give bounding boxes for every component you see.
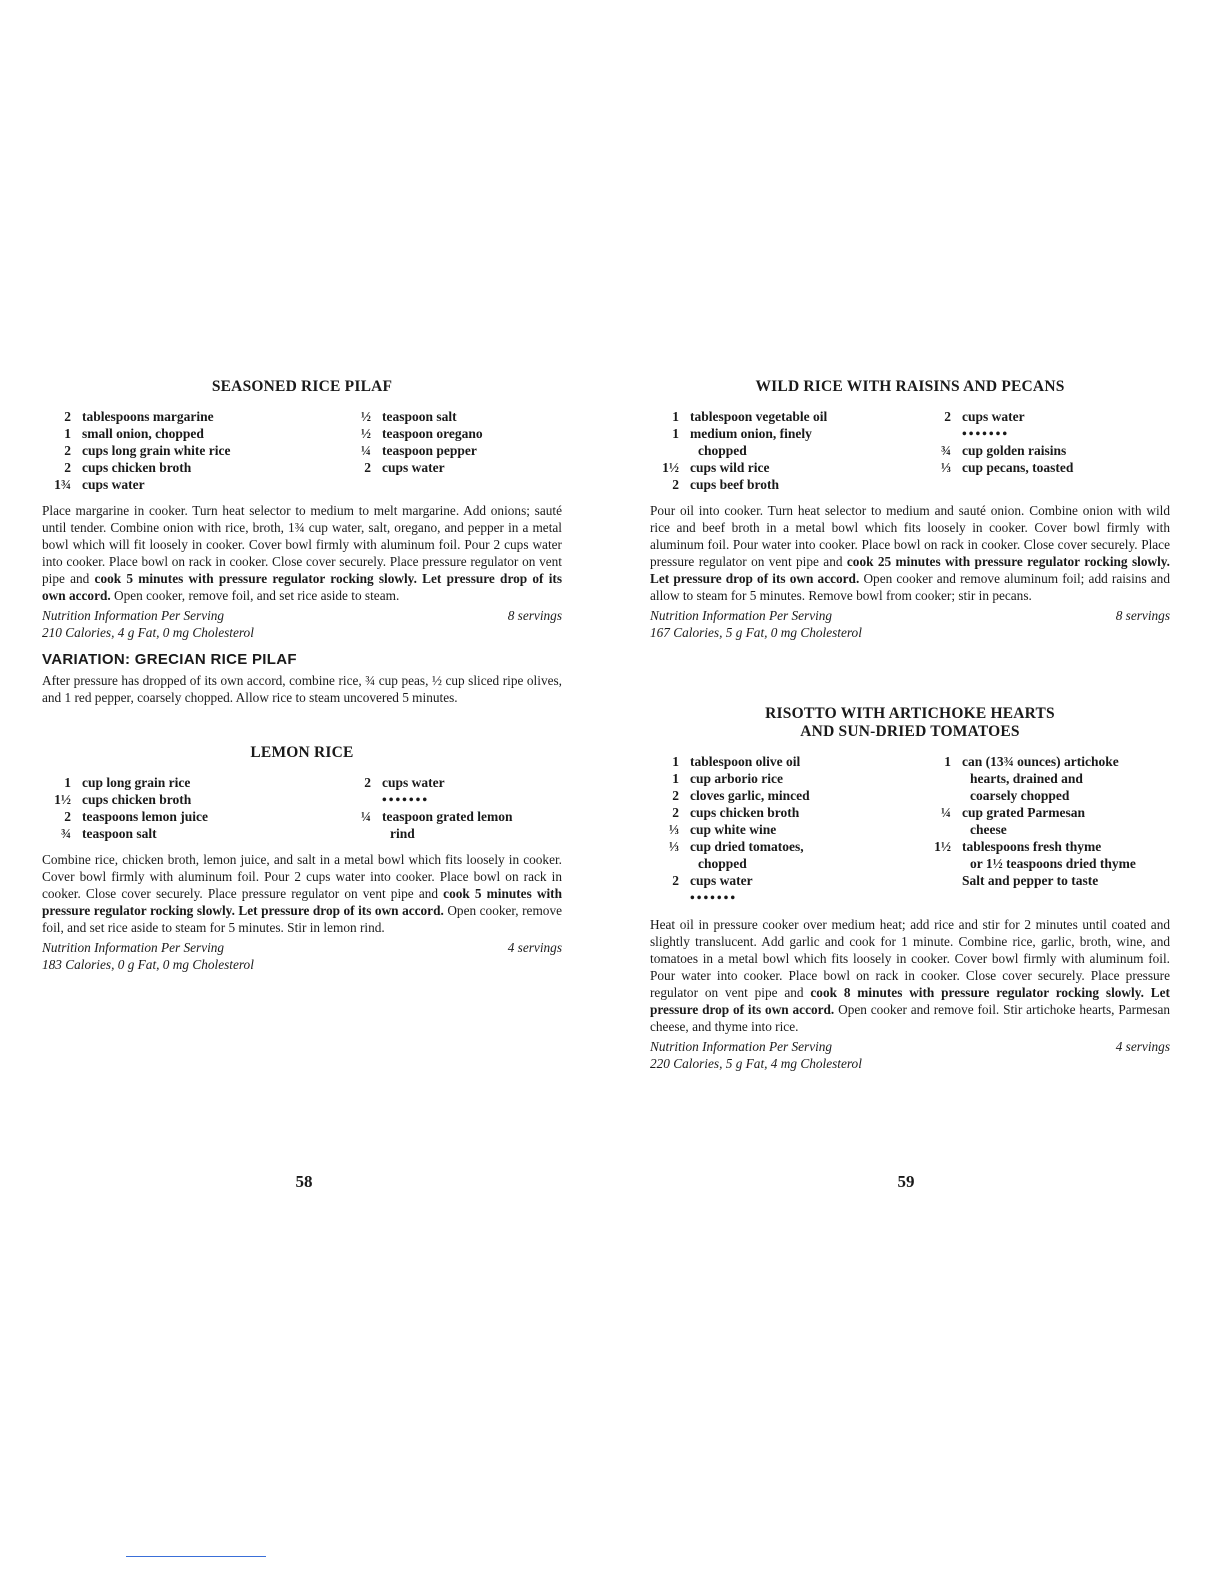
ingredient-quantity: 1½ bbox=[662, 460, 679, 475]
ingredient-quantity: ¼ bbox=[360, 443, 371, 458]
ingredient-text: ••••••• bbox=[382, 792, 430, 807]
ingredient-quantity: ½ bbox=[360, 426, 371, 441]
ingredient-quantity: 1½ bbox=[54, 792, 71, 807]
recipe-instructions: Heat oil in pressure cooker over medium heat; add rice and stir for 2 minutes until coated and slightly translucent. Add garlic and cook for 1 minute. Combine rice, garlic, broth, wine, and tomatoes in a metal bowl which fits loosely in cooker. Cover bowl firmly with aluminum foil. Pour water into cooker. Place bowl on rack in cooker. Close cover securely. Place pressure regulator on vent pipe and cook 8 minutes with pressure regulator rocking slowly. Let pressure drop of its own accord. Open cooker and remove foil. Stir artichoke hearts, Parmesan cheese, and thyme into rice. bbox=[650, 917, 1171, 1034]
ingredient-item bbox=[922, 408, 1170, 425]
ingredient-item bbox=[650, 770, 922, 787]
ingredient-text: teaspoon pepper bbox=[382, 443, 477, 458]
ingredient-quantity: ½ bbox=[360, 409, 371, 424]
left-page bbox=[42, 378, 562, 973]
ingredient-quantity: 2 bbox=[672, 477, 679, 492]
ingredient-item bbox=[650, 476, 922, 493]
ingredient-item bbox=[342, 442, 562, 459]
ingredient-quantity: 1 bbox=[672, 426, 679, 441]
nutrition-info bbox=[42, 607, 562, 641]
ingredient-text: ••••••• bbox=[690, 890, 738, 905]
recipe-title: WILD RICE WITH RAISINS AND PECANS bbox=[755, 378, 1065, 395]
ingredient-text: cups long grain white rice bbox=[82, 443, 231, 458]
ingredient-text: can (13¾ ounces) artichoke bbox=[962, 754, 1119, 769]
ingredient-text: cup pecans, toasted bbox=[962, 460, 1074, 475]
servings: 8 servings bbox=[1115, 608, 1170, 623]
ingredient-item bbox=[922, 821, 1170, 838]
page-number-right: 59 bbox=[897, 1172, 915, 1191]
ingredient-item bbox=[342, 808, 562, 825]
ingredient-text: cups water bbox=[382, 775, 445, 790]
footer-rule bbox=[126, 1556, 266, 1557]
ingredient-text: tablespoons fresh thyme bbox=[962, 839, 1102, 854]
ingredient-item bbox=[42, 459, 342, 476]
recipe-title-line-2: AND SUN-DRIED TOMATOES bbox=[800, 723, 1020, 740]
ingredient-item bbox=[922, 425, 1170, 442]
ingredient-text: cheese bbox=[970, 822, 1007, 837]
ingredient-quantity: 2 bbox=[64, 460, 71, 475]
ingredient-text: chopped bbox=[698, 856, 747, 871]
ingredient-text: cup white wine bbox=[690, 822, 777, 837]
ingredient-quantity: 1¾ bbox=[54, 477, 71, 492]
ingredient-text: cup golden raisins bbox=[962, 443, 1067, 458]
recipe-lemon-rice bbox=[42, 744, 562, 973]
ingredient-item bbox=[922, 753, 1170, 770]
recipe-instructions: Pour oil into cooker. Turn heat selector to medium and sauté onion. Combine onion with wild rice and beef broth in a metal bowl which fits loosely in cooker. Cover bowl firmly with aluminum foil. Pour water into cooker. Place bowl on rack in cooker. Close cover securely. Place pressure regulator on vent pipe and cook 25 minutes with pressure regulator rocking slowly. Let pressure drop of its own accord. Open cooker and remove aluminum foil; add raisins and allow to steam for 5 minutes. Remove bowl from cooker; stir in pecans. bbox=[650, 503, 1170, 603]
ingredient-item bbox=[650, 821, 922, 838]
ingredient-item bbox=[42, 442, 342, 459]
ingredient-text: cup dried tomatoes, bbox=[690, 839, 804, 854]
servings: 4 servings bbox=[1115, 1039, 1170, 1054]
ingredient-quantity: 2 bbox=[64, 443, 71, 458]
ingredient-quantity: ¾ bbox=[940, 443, 951, 458]
ingredient-item bbox=[650, 459, 922, 476]
ingredient-column bbox=[42, 408, 342, 493]
ingredient-quantity: ¼ bbox=[360, 809, 371, 824]
ingredient-text: cups water bbox=[382, 460, 445, 475]
ingredient-quantity bbox=[342, 825, 382, 842]
ingredient-item bbox=[650, 838, 922, 855]
ingredient-quantity bbox=[650, 889, 690, 906]
recipe-instructions: Combine rice, chicken broth, lemon juice, and salt in a metal bowl which fits loosely in cooker. Cover bowl firmly with aluminum foil. Pour 2 cups water into cooker. Place bowl on rack in cooker. Close cover securely. Place pressure regulator on vent pipe and cook 5 minutes with pressure regulator rocking slowly. Let pressure drop of its own accord. Open cooker, remove foil, and set rice aside to steam for 5 minutes. Stir in lemon rind. bbox=[42, 852, 562, 935]
nutrition-label: Nutrition Information Per Serving bbox=[42, 940, 225, 955]
ingredient-text: teaspoons lemon juice bbox=[82, 809, 208, 824]
ingredient-item bbox=[42, 808, 342, 825]
ingredient-item bbox=[650, 442, 922, 459]
ingredient-list bbox=[42, 774, 562, 842]
ingredient-list bbox=[650, 753, 1170, 906]
ingredient-quantity bbox=[922, 821, 962, 838]
ingredient-quantity: ⅓ bbox=[940, 460, 951, 475]
nutrition-info bbox=[650, 1038, 1170, 1072]
nutrition-label: Nutrition Information Per Serving bbox=[42, 608, 225, 623]
ingredient-item bbox=[650, 872, 922, 889]
ingredient-item bbox=[922, 459, 1170, 476]
ingredient-quantity: 1 bbox=[64, 775, 71, 790]
nutrition-info bbox=[650, 607, 1170, 641]
ingredient-item bbox=[922, 770, 1170, 787]
ingredient-quantity bbox=[922, 855, 962, 872]
ingredient-item bbox=[42, 425, 342, 442]
ingredient-text: tablespoon vegetable oil bbox=[690, 409, 828, 424]
nutrition-values: 220 Calories, 5 g Fat, 4 mg Cholesterol bbox=[650, 1056, 862, 1071]
ingredient-text: cups chicken broth bbox=[690, 805, 800, 820]
ingredient-quantity: 1 bbox=[672, 409, 679, 424]
variation-instructions: After pressure has dropped of its own accord, combine rice, ¾ cup peas, ½ cup sliced ripe olives, and 1 red pepper, coarsely chopped. Allow rice to steam uncovered 5 minutes. bbox=[42, 673, 562, 705]
ingredient-item bbox=[342, 774, 562, 791]
ingredient-quantity: 1 bbox=[64, 426, 71, 441]
ingredient-quantity bbox=[650, 442, 690, 459]
ingredient-item bbox=[42, 408, 342, 425]
ingredient-quantity: 1 bbox=[944, 754, 951, 769]
ingredient-text: tablespoons margarine bbox=[82, 409, 214, 424]
ingredient-item bbox=[42, 774, 342, 791]
ingredient-item bbox=[42, 476, 342, 493]
ingredient-quantity: 2 bbox=[944, 409, 951, 424]
ingredient-quantity bbox=[342, 791, 382, 808]
ingredient-text: chopped bbox=[698, 443, 747, 458]
ingredient-text: tablespoon olive oil bbox=[690, 754, 801, 769]
ingredient-text: teaspoon salt bbox=[82, 826, 157, 841]
ingredient-item bbox=[922, 855, 1170, 872]
ingredient-text: cups chicken broth bbox=[82, 792, 192, 807]
recipe-variation-grecian bbox=[42, 651, 562, 706]
ingredient-item bbox=[650, 753, 922, 770]
ingredient-quantity bbox=[922, 770, 962, 787]
ingredient-item bbox=[650, 787, 922, 804]
recipe-title bbox=[650, 705, 1170, 741]
ingredient-text: ••••••• bbox=[962, 426, 1010, 441]
ingredient-item bbox=[922, 442, 1170, 459]
ingredient-column bbox=[922, 753, 1170, 906]
nutrition-values: 183 Calories, 0 g Fat, 0 mg Cholesterol bbox=[42, 957, 254, 972]
ingredient-quantity: 2 bbox=[672, 873, 679, 888]
ingredient-item bbox=[922, 838, 1170, 855]
recipe-title-line-1: RISOTTO WITH ARTICHOKE HEARTS bbox=[765, 705, 1055, 722]
ingredient-item bbox=[650, 804, 922, 821]
ingredient-text: rind bbox=[390, 826, 415, 841]
ingredient-item bbox=[342, 825, 562, 842]
ingredient-item bbox=[922, 804, 1170, 821]
recipe-risotto bbox=[650, 705, 1170, 1072]
ingredient-text: cups water bbox=[962, 409, 1025, 424]
ingredient-column bbox=[650, 753, 922, 906]
ingredient-quantity: 1 bbox=[672, 754, 679, 769]
ingredient-item bbox=[650, 425, 922, 442]
ingredient-text: medium onion, finely bbox=[690, 426, 812, 441]
ingredient-list bbox=[42, 408, 562, 493]
recipe-instructions: Place margarine in cooker. Turn heat selector to medium to melt margarine. Add onions; sauté until tender. Combine onion with rice, broth, 1¾ cup water, salt, oregano, and pepper in a metal bowl which will fit loosely in cooker. Cover bowl firmly with aluminum foil. Pour 2 cups water into cooker. Place bowl on rack in cooker. Close cover securely. Place pressure regulator on vent pipe and cook 5 minutes with pressure regulator rocking slowly. Let pressure drop of its own accord. Open cooker, remove foil, and set rice aside to steam. bbox=[42, 503, 562, 603]
ingredient-text: cups water bbox=[82, 477, 145, 492]
ingredient-text: coarsely chopped bbox=[970, 788, 1070, 803]
nutrition-values: 167 Calories, 5 g Fat, 0 mg Cholesterol bbox=[650, 625, 862, 640]
ingredient-item bbox=[342, 459, 562, 476]
ingredient-column bbox=[42, 774, 342, 842]
ingredient-quantity: ⅓ bbox=[668, 822, 679, 837]
variation-title: VARIATION: GRECIAN RICE PILAF bbox=[42, 651, 297, 668]
ingredient-item bbox=[922, 872, 1170, 889]
ingredient-quantity: ¼ bbox=[940, 805, 951, 820]
ingredient-text: hearts, drained and bbox=[970, 771, 1083, 786]
ingredient-quantity bbox=[922, 787, 962, 804]
nutrition-values: 210 Calories, 4 g Fat, 0 mg Cholesterol bbox=[42, 625, 254, 640]
ingredient-text: small onion, chopped bbox=[82, 426, 204, 441]
ingredient-quantity: 2 bbox=[364, 775, 371, 790]
ingredient-text: cloves garlic, minced bbox=[690, 788, 810, 803]
ingredient-quantity bbox=[650, 855, 690, 872]
ingredient-quantity: 2 bbox=[672, 805, 679, 820]
ingredient-quantity: ⅓ bbox=[668, 839, 679, 854]
ingredient-item bbox=[342, 408, 562, 425]
ingredient-quantity: 1 bbox=[672, 771, 679, 786]
ingredient-item bbox=[650, 889, 922, 906]
recipe-seasoned-rice-pilaf bbox=[42, 378, 562, 641]
ingredient-quantity: 2 bbox=[64, 809, 71, 824]
ingredient-item bbox=[342, 425, 562, 442]
right-page bbox=[650, 378, 1170, 1072]
ingredient-text: Salt and pepper to taste bbox=[962, 873, 1099, 888]
ingredient-item bbox=[42, 791, 342, 808]
recipe-wild-rice bbox=[650, 378, 1170, 641]
servings: 4 servings bbox=[507, 940, 562, 955]
page-number-left: 58 bbox=[295, 1172, 313, 1191]
ingredient-quantity: 1½ bbox=[934, 839, 951, 854]
ingredient-text: cup grated Parmesan bbox=[962, 805, 1085, 820]
ingredient-item bbox=[342, 791, 562, 808]
ingredient-quantity: ¾ bbox=[60, 826, 71, 841]
ingredient-column bbox=[342, 774, 562, 842]
ingredient-item bbox=[922, 787, 1170, 804]
nutrition-label: Nutrition Information Per Serving bbox=[650, 1039, 833, 1054]
ingredient-text: cups water bbox=[690, 873, 753, 888]
ingredient-quantity: 2 bbox=[672, 788, 679, 803]
ingredient-quantity: 2 bbox=[364, 460, 371, 475]
ingredient-text: cups chicken broth bbox=[82, 460, 192, 475]
ingredient-text: teaspoon grated lemon bbox=[382, 809, 513, 824]
ingredient-text: cups wild rice bbox=[690, 460, 770, 475]
ingredient-item bbox=[650, 408, 922, 425]
nutrition-label: Nutrition Information Per Serving bbox=[650, 608, 833, 623]
ingredient-item bbox=[42, 825, 342, 842]
ingredient-text: teaspoon oregano bbox=[382, 426, 483, 441]
servings: 8 servings bbox=[507, 608, 562, 623]
ingredient-column bbox=[342, 408, 562, 493]
ingredient-text: teaspoon salt bbox=[382, 409, 457, 424]
ingredient-quantity: 2 bbox=[64, 409, 71, 424]
ingredient-quantity bbox=[922, 872, 962, 889]
ingredient-item bbox=[650, 855, 922, 872]
ingredient-column bbox=[922, 408, 1170, 493]
ingredient-text: cup long grain rice bbox=[82, 775, 191, 790]
nutrition-info bbox=[42, 939, 562, 973]
ingredient-text: cups beef broth bbox=[690, 477, 780, 492]
recipe-title: SEASONED RICE PILAF bbox=[211, 378, 393, 395]
ingredient-text: cup arborio rice bbox=[690, 771, 783, 786]
ingredient-quantity bbox=[922, 425, 962, 442]
recipe-title: LEMON RICE bbox=[250, 744, 354, 761]
ingredient-list bbox=[650, 408, 1170, 493]
ingredient-text: or 1½ teaspoons dried thyme bbox=[970, 856, 1136, 871]
ingredient-column bbox=[650, 408, 922, 493]
